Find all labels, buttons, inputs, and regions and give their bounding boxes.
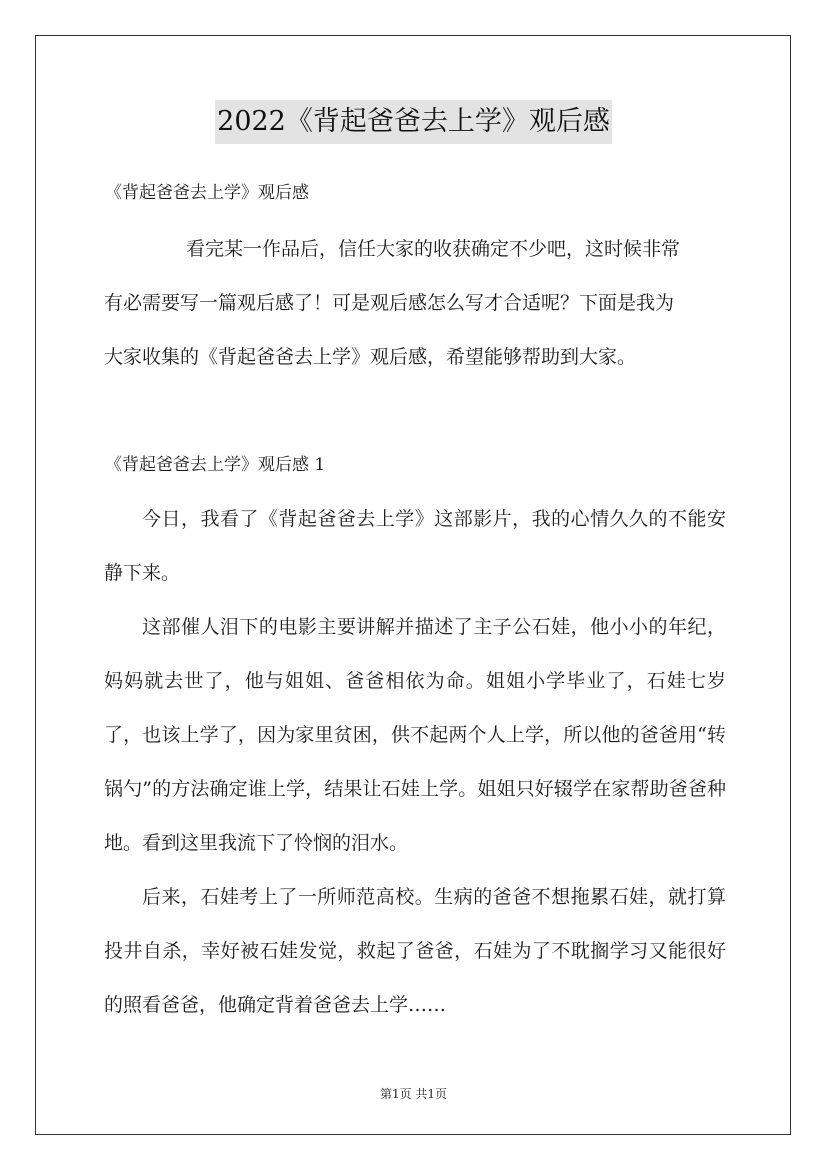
- intro-line-2: 有必需要写一篇观后感了！可是观后感怎么写才合适呢？下面是我为: [104, 292, 675, 314]
- section-heading-1: 《背起爸爸去上学》观后感 1: [105, 455, 326, 475]
- document-title-container: [0, 100, 827, 144]
- intro-line-1: 看完某一作品后，信任大家的收获确定不少吧，这时候非常: [186, 238, 681, 260]
- body-paragraph-2: 这部催人泪下的电影主要讲解并描述了主子公石娃，他小小的年纪，妈妈就去世了，他与姐姐、爸爸相依为命。姐姐小学毕业了，石娃七岁了，也该上学了，因为家里贫困，供不起两个人上学，所以他的爸爸用“转锅勺”的方法确定谁上学，结果让石娃上学。姐姐只好辍学在家帮助爸爸种地。看到这里我流下了怜悯的泪水。: [104, 616, 726, 854]
- body-paragraph-1: 今日，我看了《背起爸爸去上学》这部影片，我的心情久久的不能安静下来。: [104, 508, 726, 584]
- section-heading: 《背起爸爸去上学》观后感: [105, 183, 309, 203]
- body-paragraph-3: 后来，石娃考上了一所师范高校。生病的爸爸不想拖累石娃，就打算投井自杀，幸好被石娃发觉，救起了爸爸，石娃为了不耽搁学习又能很好的照看爸爸，他确定背着爸爸去上学……: [104, 886, 726, 1016]
- document-title: 2022《背起爸爸去上学》观后感: [215, 100, 612, 144]
- page-number-footer: 第1页 共1页: [379, 1087, 448, 1101]
- intro-line-3: 大家收集的《背起爸爸去上学》观后感，希望能够帮助到大家。: [104, 346, 637, 368]
